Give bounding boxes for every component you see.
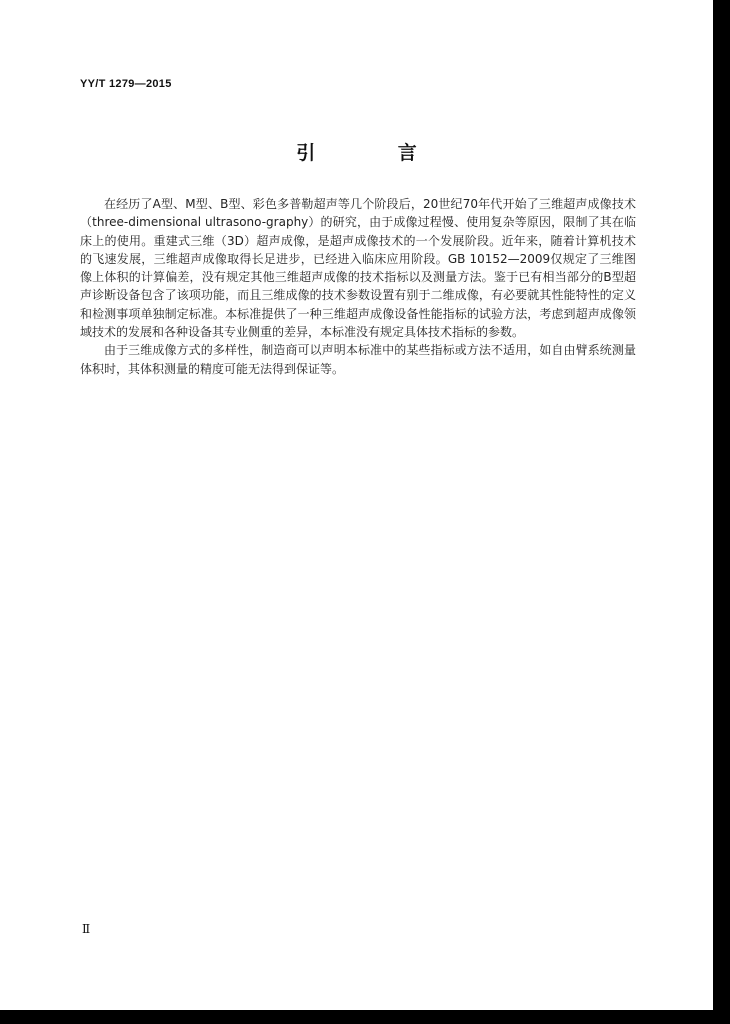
standard-number: YY/T 1279—2015	[80, 78, 172, 90]
page-number: Ⅱ	[82, 922, 91, 936]
paragraph: 在经历了A型、M型、B型、彩色多普勒超声等几个阶段后，20世纪70年代开始了三维超声成像技术（three-dimensional ultrasono-graphy）的研究，由于成像过程慢、使用复杂等原因，限制了其在临床上的使用。重建式三维（3D）超声成像，是超声成像技术的一个发展阶段。近年来，随着计算机技术的飞速发展，三维超声成像取得长足进步，已经进入临床应用阶段。GB 10152—2009仅规定了三维图像上体积的计算偏差，没有规定其他三维超声成像的技术指标以及测量方法。鉴于已有相当部分的B型超声诊断设备包含了该项功能，而且三维成像的技术参数设置有别于二维成像，有必要就其性能特性的定义和检测事项单独制定标准。本标准提供了一种三维超声成像设备性能指标的试验方法，考虑到超声成像领域技术的发展和各种设备其专业侧重的差异，本标准没有规定具体技术指标的参数。	[80, 197, 636, 340]
section-title: 引 言	[296, 142, 455, 164]
body-text	[80, 195, 636, 378]
paragraph: 由于三维成像方式的多样性，制造商可以声明本标准中的某些指标或方法不适用，如自由臂系统测量体积时，其体积测量的精度可能无法得到保证等。	[80, 343, 636, 376]
